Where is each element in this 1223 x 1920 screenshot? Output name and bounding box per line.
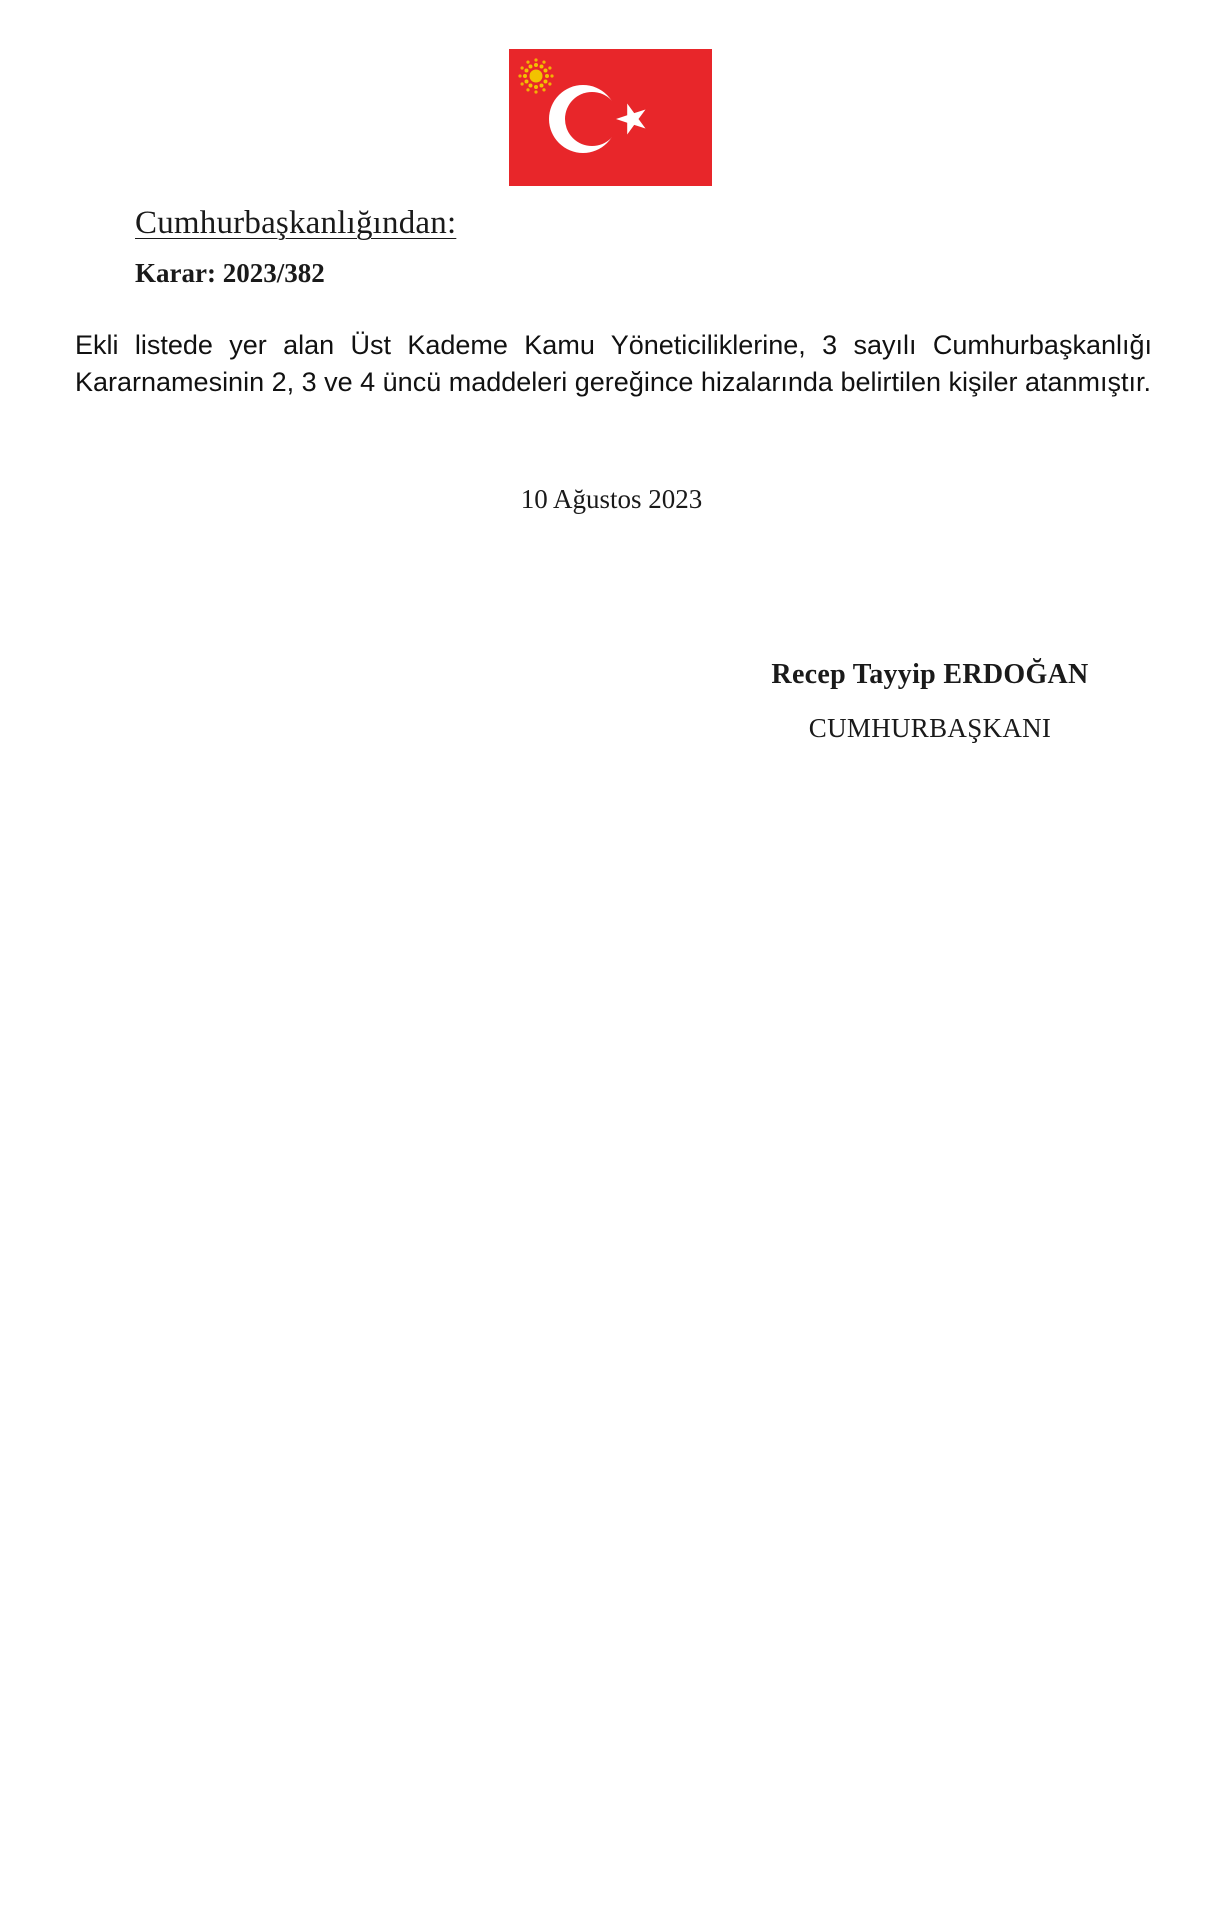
decision-body-text: Ekli listede yer alan Üst Kademe Kamu Yöneticiliklerine, 3 sayılı Cumhurbaşkanlığı Kararnamesinin 2, 3 ve 4 üncü maddeleri gereğince hizalarında belirtilen kişiler atanmıştır. xyxy=(75,330,1152,397)
decision-number: Karar: 2023/382 xyxy=(135,258,325,288)
decision-date: 10 Ağustos 2023 xyxy=(520,484,703,514)
presidential-flag-icon xyxy=(509,49,712,186)
signature-block xyxy=(700,659,1160,744)
signer-name: Recep Tayyip ERDOĞAN xyxy=(771,659,1089,690)
issuer-heading: Cumhurbaşkanlığından: xyxy=(135,205,457,241)
signer-title: CUMHURBAŞKANI xyxy=(808,713,1052,743)
